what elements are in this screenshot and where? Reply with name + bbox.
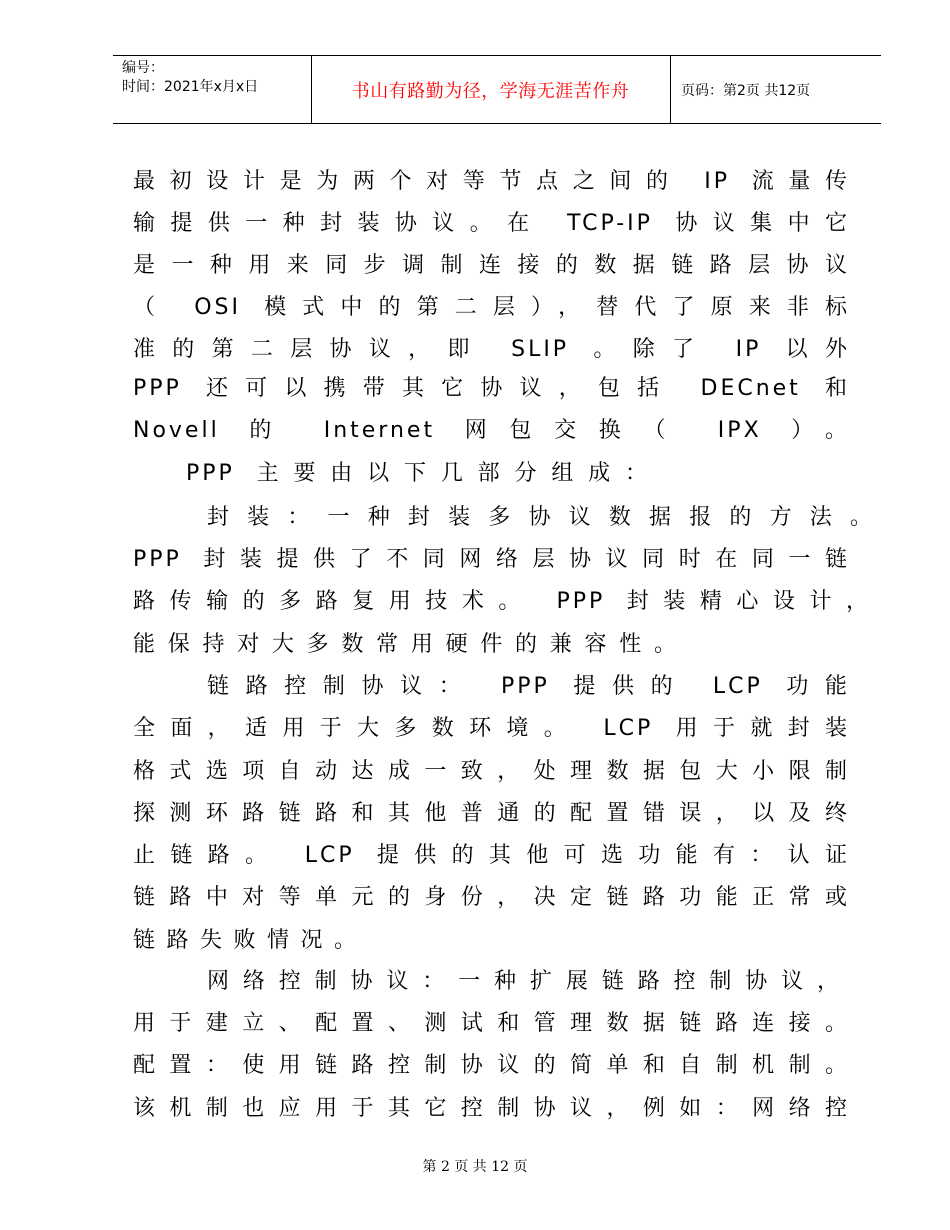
header-page-label: 页码：第2页 共12页 (681, 82, 811, 99)
body-line: 链路控制协议： PPP 提供的 LCP 功能 (207, 674, 850, 699)
body-line: （ OSI 模式中的第二层），替代了原来非标 (133, 295, 850, 320)
header-motto: 书山有路勤为径，学海无涯苦作舟 (351, 80, 630, 102)
body-line: 输提供一种封装协议。在 TCP-IP 协议集中它 (133, 211, 850, 236)
body-line: 封装：一种封装多协议数据报的方法。 (207, 505, 875, 530)
page-footer: 第 2 页 共 12 页 (422, 1159, 528, 1175)
body-line: 全面，适用于大多数环境。 LCP 用于就封装 (133, 716, 850, 741)
body-line: 准的第二层协议，即 SLIP 。除了 IP 以外 (133, 337, 850, 362)
document-time-label: 时间：2021年x月x日 (122, 79, 259, 95)
header-divider (670, 56, 671, 123)
header-left-cell (122, 59, 258, 97)
header-table (113, 55, 881, 124)
body-line: 该机制也应用于其它控制协议，例如：网络控 (133, 1096, 850, 1121)
body-line: 是一种用来同步调制连接的数据链路层协议 (133, 253, 850, 278)
body-line: 链路失败情况。 (133, 928, 359, 953)
body-line: 链路中对等单元的身份，决定链路功能正常或 (133, 885, 850, 910)
body-line: 最初设计是为两个对等节点之间的 IP 流量传 (133, 169, 850, 194)
body-line: PPP 主要由以下几部分组成： (186, 461, 650, 486)
body-line: PPP 还可以携带其它协议，包括 DECnet 和 (133, 376, 850, 401)
body-line: PPP 封装提供了不同网络层协议同时在同一链 (133, 547, 850, 572)
body-line: 网络控制协议：一种扩展链路控制协议， (207, 969, 842, 994)
body-line: 配置：使用链路控制协议的简单和自制机制。 (133, 1053, 850, 1078)
document-number-label: 编号： (122, 60, 164, 76)
body-line: 能保持对大多数常用硬件的兼容性。 (133, 632, 679, 657)
body-line: Novell 的 Internet 网包交换（ IPX ）。 (133, 418, 850, 443)
body-line: 路传输的多路复用技术。 PPP 封装精心设计， (133, 589, 871, 614)
body-line: 探测环路链路和其他普通的配置错误，以及终 (133, 801, 850, 826)
body-line: 用于建立、配置、测试和管理数据链路连接。 (133, 1011, 850, 1036)
body-line: 止链路。 LCP 提供的其他可选功能有：认证 (133, 843, 850, 868)
body-line: 格式选项自动达成一致，处理数据包大小限制 (133, 759, 850, 784)
